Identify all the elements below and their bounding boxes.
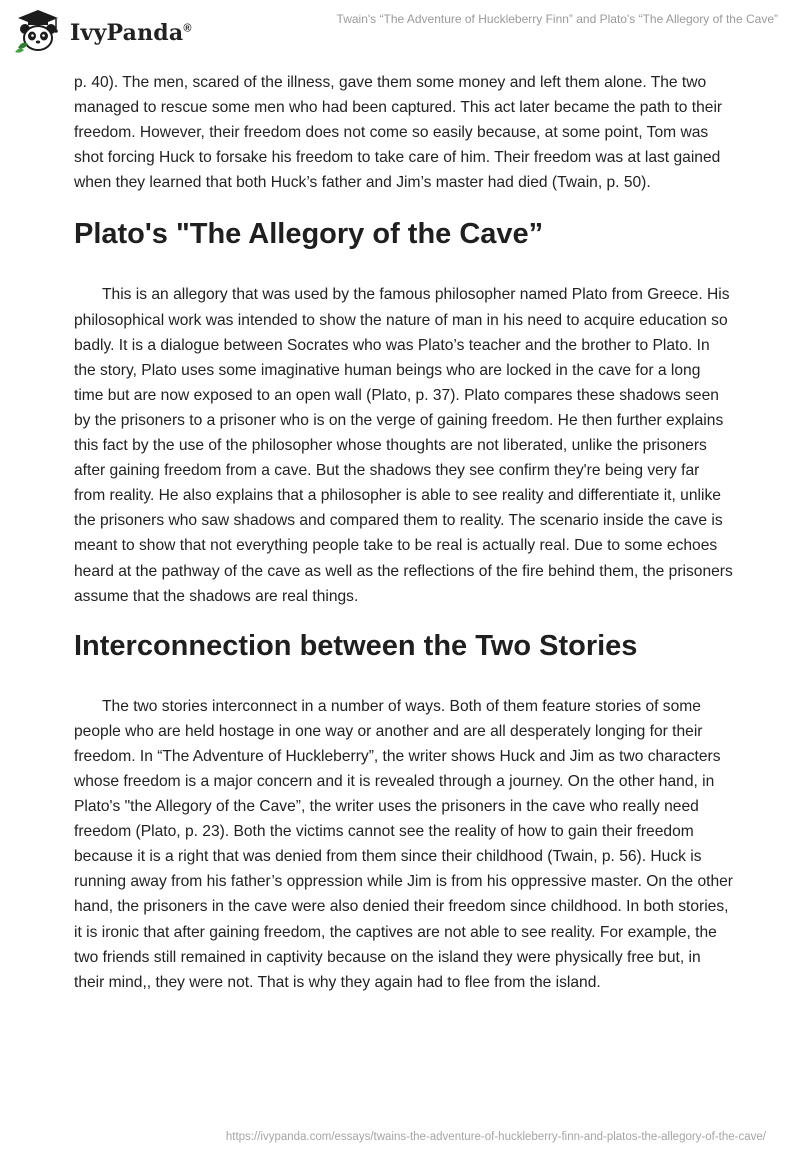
registered-mark: ® [183,22,192,35]
section-paragraph-allegory: This is an allegory that was used by the famous philosopher named Plato from Greece. His philosophical work was intended to show the nature of man in his need to acquire education so badly. It is a dialogue between Socrates who was Plato’s teacher and the brother to Plato. In the story, Plato uses some imaginative human beings who are locked in the cave for a long time but are now exposed to an open wall (Plato, p. 37). Plato compares these shadows seen by the prisoners to a prisoner who is on the verge of gaining freedom. He then further explains this fact by the use of the philosopher whose thoughts are not liberated, unlike the prisoners after gaining freedom from a cave. But the shadows they see confirm they're being very far from reality. He also explains that a philosopher is able to see reality and differentiate it, unlike the prisoners who saw shadows and compared them to reality. The scenario inside the cave is meant to show that not everything people take to be real is actually real. Due to some echoes heard at the pathway of the cave as well as the reflections of the fire behind them, the prisoners assume that the shadows are real things. [74,286,733,605]
essay-content [74,70,734,995]
section-paragraph-interconnection: The two stories interconnect in a number of ways. Both of them feature stories of some people who are held hostage in one way or another and are all desperately longing for their freedom. In “The Adventure of Huckleberry”, the writer shows Huck and Jim as two characters whose freedom is a major concern and it is revealed through a journey. On the other hand, in Plato's "the Allegory of the Cave”, the writer uses the prisoners in the cave who really need freedom (Plato, p. 23). Both the victims cannot see the reality of how to gain their freedom because it is a right that was denied from them since their childhood (Twain, p. 56). Huck is running away from his father’s oppression while Jim is from his oppressive master. On the other hand, the prisoners in the cave were also denied their freedom since childhood. In both stories, it is ironic that after gaining freedom, the captives are not able to see reality. For example, the two friends still remained in captivity because on the island they were physically free but, in their mind,, they were not. That is why they again had to flee from the island. [74,697,733,991]
document-title: Twain's “The Adventure of Huckleberry Finn” and Plato's “The Allegory of the Cave” [336,12,778,26]
section-heading-interconnection: Interconnection between the Two Stories [74,629,638,662]
section-heading-allegory: Plato's "The Allegory of the Cave” [74,218,544,251]
panda-graduate-icon [12,8,64,54]
brand-name: IvyPanda® [70,20,192,46]
ivypanda-logo[interactable] [12,8,192,54]
source-url-link[interactable]: https://ivypanda.com/essays/twains-the-adventure-of-huckleberry-finn-and-platos-the-allegory-of-the-cave/ [225,1131,766,1143]
intro-paragraph: p. 40). The men, scared of the illness, gave them some money and left them alone. The two managed to rescue some men who had been captured. This act later became the path to their freedom. However, their freedom does not come so easily because, at some point, Tom was shot forcing Huck to forsake his freedom to take care of him. Their freedom was at last gained when they learned that both Huck’s father and Jim’s master had died (Twain, p. 50). [74,74,723,192]
page-header [0,0,800,58]
